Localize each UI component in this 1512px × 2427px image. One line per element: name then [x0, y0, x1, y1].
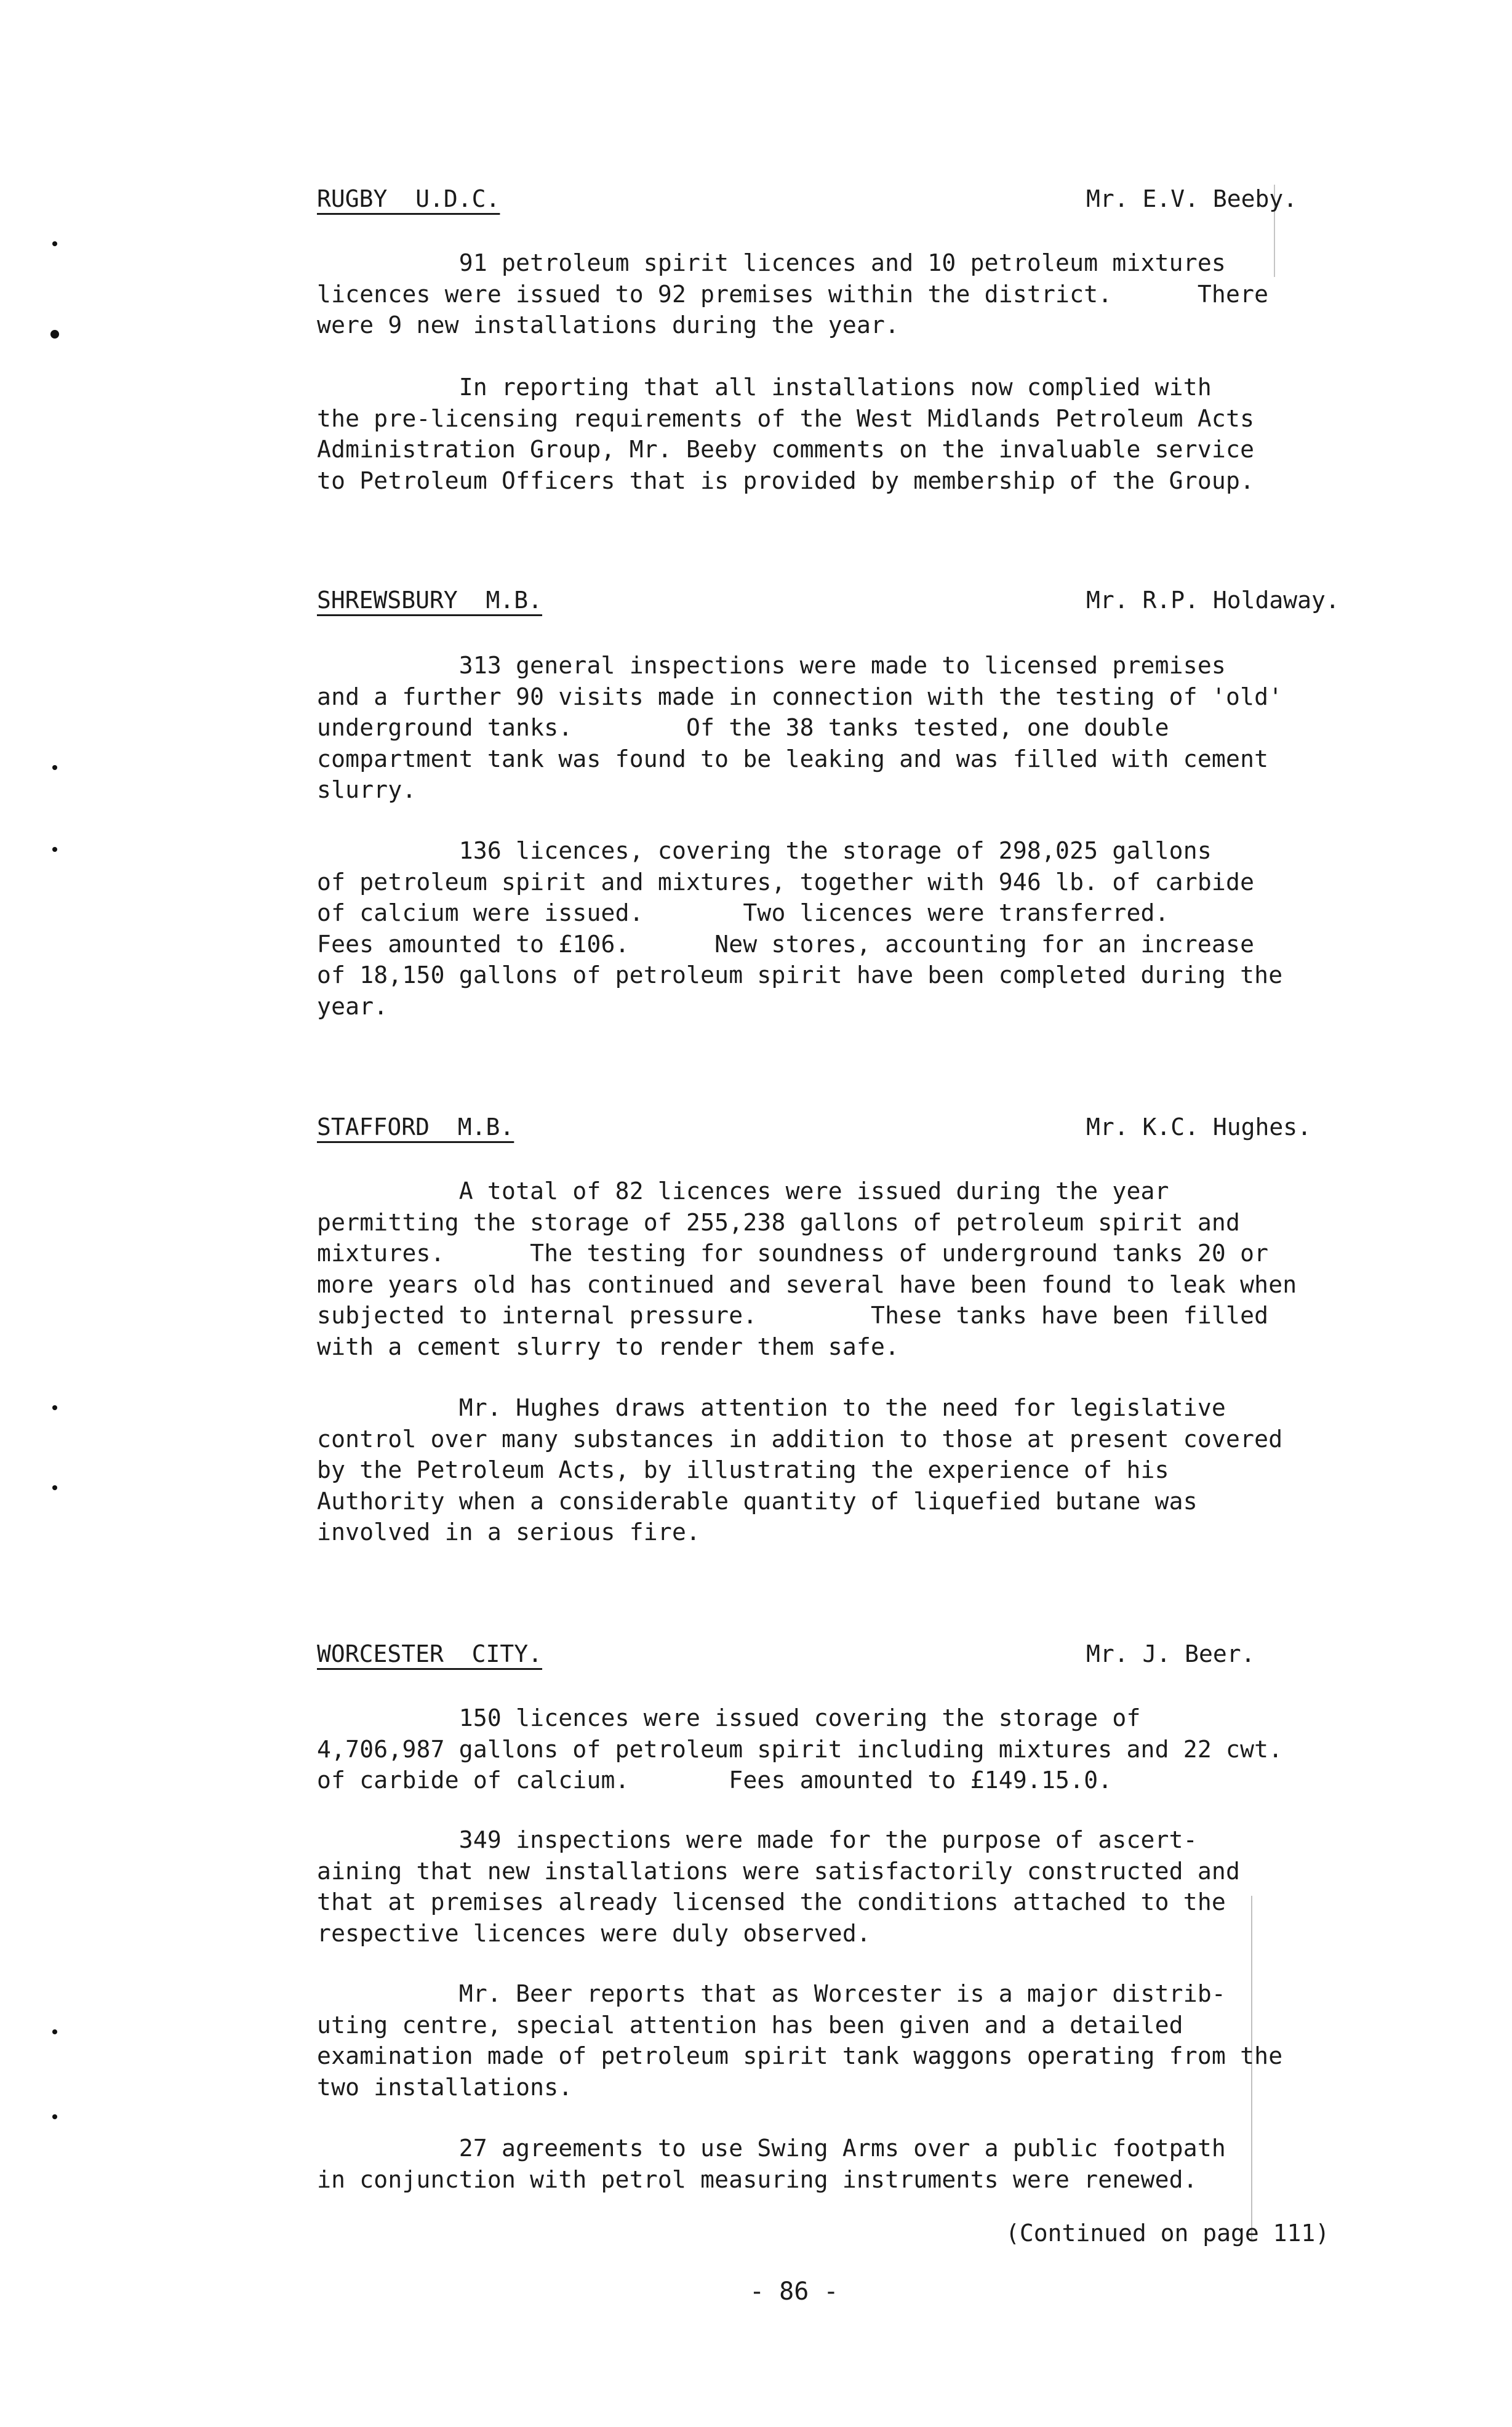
- section-heading: WORCESTER CITY.: [317, 1640, 543, 1667]
- margin-mark: [52, 241, 57, 246]
- officer-name: Mr. J. Beer.: [1086, 1640, 1255, 1667]
- paragraph: 313 general inspections were made to licensed premises and a further 90 visits made in connection with the testing of 'old' underground tanks. Of the 38 tanks tested, one double compartment tank was found to be leaking and was filled with cement slurry.: [317, 652, 1283, 803]
- margin-mark: [52, 2114, 57, 2119]
- margin-mark: [50, 330, 59, 339]
- paragraph: 27 agreements to use Swing Arms over a public footpath in conjunction with petrol measuring instruments were renewed.: [317, 2135, 1226, 2193]
- paragraph: Mr. Hughes draws attention to the need for legislative control over many substances in addition to those at present covered by the Petroleum Acts, by illustrating the experience of his Authority when a considerable quantity of liquefied butane was involved in a serious fire.: [317, 1394, 1283, 1546]
- paragraph: 150 licences were issued covering the storage of 4,706,987 gallons of petroleum spirit including mixtures and 22 cwt. of carbide of calcium. Fees amounted to £149.15.0.: [317, 1704, 1283, 1794]
- officer-name: Mr. R.P. Holdaway.: [1086, 587, 1340, 614]
- officer-name: Mr. K.C. Hughes.: [1086, 1113, 1312, 1141]
- margin-mark: [52, 765, 57, 770]
- continued-note: (Continued on page 111): [1006, 2220, 1330, 2247]
- margin-mark: [52, 1485, 57, 1490]
- paragraph: 349 inspections were made for the purpose of ascert- aining that new installations were satisfactorily constructed and that at premises already licensed the conditions attached to the respective licences were duly observed.: [317, 1826, 1241, 1947]
- margin-mark: [52, 847, 57, 852]
- section-heading: SHREWSBURY M.B.: [317, 587, 543, 614]
- margin-mark: [52, 2029, 57, 2034]
- paragraph: In reporting that all installations now complied with the pre-licensing requirements of the West Midlands Petroleum Acts Administration Group, Mr. Beeby comments on the invaluable service to Petroleum Officers that is provided by membership of the Group.: [317, 374, 1255, 494]
- page-number: - 86 -: [750, 2277, 839, 2306]
- section-heading: STAFFORD M.B.: [317, 1113, 514, 1141]
- officer-name: Mr. E.V. Beeby.: [1086, 185, 1298, 212]
- margin-mark: [52, 1405, 57, 1410]
- paragraph: 91 petroleum spirit licences and 10 petroleum mixtures licences were issued to 92 premises within the district. There were 9 new installations during the year.: [317, 249, 1269, 339]
- paragraph: Mr. Beer reports that as Worcester is a major distrib- uting centre, special attention has been given and a detailed examination made of petroleum spirit tank waggons operating from the two installations.: [317, 1980, 1283, 2101]
- paragraph: A total of 82 licences were issued during the year permitting the storage of 255,238 gallons of petroleum spirit and mixtures. The testing for soundness of underground tanks 20 or more years old has continued and several have been found to leak when subjected to internal pressure. These tanks have been filled with a cement slurry to render them safe.: [317, 1177, 1297, 1360]
- paragraph: 136 licences, covering the storage of 298,025 gallons of petroleum spirit and mixtures, together with 946 lb. of carbide of calcium were issued. Two licences were transferred. Fees amounted to £106. New stores, accounting for an increase of 18,150 gallons of petroleum spirit have been completed during the year.: [317, 837, 1283, 1020]
- section-heading: RUGBY U.D.C.: [317, 185, 500, 212]
